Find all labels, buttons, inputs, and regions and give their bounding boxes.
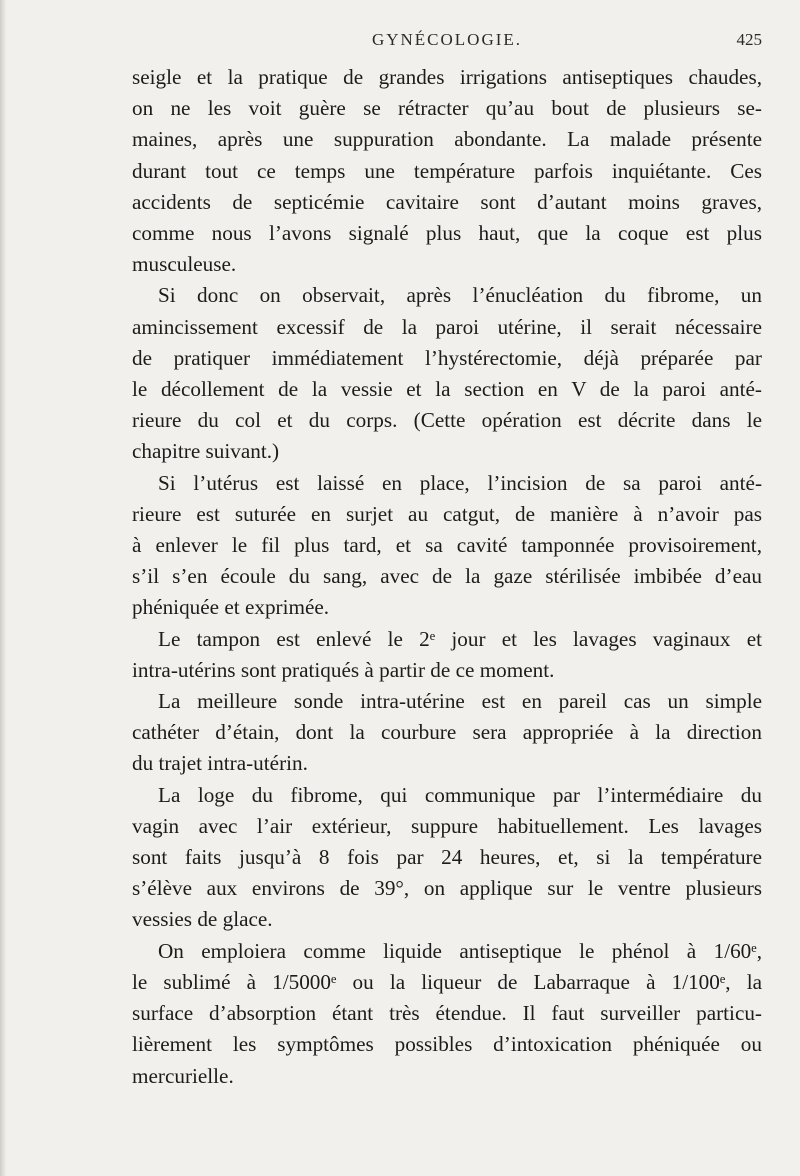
paragraph bbox=[132, 936, 762, 1092]
text-line: seigle et la pratique de grandes irrigations antiseptiques chaudes, bbox=[132, 65, 762, 89]
text-line: s’élève aux environs de 39°, on applique sur le ventre plusieurs bbox=[132, 876, 762, 901]
paragraph bbox=[132, 624, 762, 686]
text-line: comme nous l’avons signalé plus haut, que la coque est plus bbox=[132, 221, 762, 246]
text-line: La loge du fibrome, qui communique par l’intermédiaire du bbox=[158, 782, 762, 807]
text-line: Si l’utérus est laissé en place, l’incision de sa paroi anté- bbox=[158, 470, 762, 495]
paragraph bbox=[132, 686, 762, 780]
text-line: surface d’absorption étant très étendue. Il faut surveiller particu- bbox=[132, 1001, 762, 1026]
text-line: La meilleure sonde intra-utérine est en pareil cas un simple bbox=[158, 689, 762, 714]
text-line: lièrement les symptômes possibles d’intoxication phéniquée ou bbox=[132, 1032, 762, 1057]
text-line: musculeuse. bbox=[132, 252, 237, 277]
text-line: à enlever le fil plus tard, et sa cavité tamponnée provisoirement, bbox=[132, 533, 762, 558]
text-line: s’il s’en écoule du sang, avec de la gaze stérilisée imbibée d’eau bbox=[132, 564, 762, 589]
text-line: rieure est suturée en surjet au catgut, de manière à n’avoir pas bbox=[132, 501, 762, 526]
text-line: le décollement de la vessie et la section en V de la paroi anté- bbox=[132, 377, 762, 402]
paragraph bbox=[132, 780, 762, 936]
text-line: cathéter d’étain, dont la courbure sera appropriée à la direction bbox=[132, 720, 762, 745]
text-line: amincissement excessif de la paroi utérine, il serait nécessaire bbox=[132, 314, 762, 339]
text-line: mercurielle. bbox=[132, 1063, 234, 1088]
text-line: du trajet intra-utérin. bbox=[132, 751, 308, 776]
text-line: Le tampon est enlevé le 2ᵉ jour et les lavages vaginaux et bbox=[158, 626, 762, 651]
text-line: chapitre suivant.) bbox=[132, 439, 280, 464]
text-line: On emploiera comme liquide antiseptique le phénol à 1/60ᵉ, bbox=[158, 938, 762, 963]
text-line: intra-utérins sont pratiqués à partir de ce moment. bbox=[132, 657, 555, 682]
text-line: vagin avec l’air extérieur, suppure habituellement. Les lavages bbox=[132, 813, 762, 838]
page-number: 425 bbox=[736, 30, 762, 49]
text-line: vessies de glace. bbox=[132, 907, 273, 932]
text-line: sont faits jusqu’à 8 fois par 24 heures, et, si la température bbox=[132, 845, 762, 870]
page-edge bbox=[0, 0, 6, 1176]
running-title: GYNÉCOLOGIE. bbox=[371, 30, 523, 49]
text-line: Si donc on observait, après l’énucléation du fibrome, un bbox=[158, 283, 762, 308]
text-line: rieure du col et du corps. (Cette opération est décrite dans le bbox=[132, 408, 762, 433]
paragraph bbox=[132, 280, 762, 467]
text-line: durant tout ce temps une température parfois inquiétante. Ces bbox=[132, 158, 762, 183]
paragraph bbox=[132, 468, 762, 624]
text-line: on ne les voit guère se rétracter qu’au bout de plusieurs se- bbox=[132, 96, 762, 121]
text-line: de pratiquer immédiatement l’hystérectomie, déjà préparée par bbox=[132, 345, 762, 370]
text-line: maines, après une suppuration abondante. La malade présente bbox=[132, 127, 762, 152]
paragraph bbox=[132, 62, 762, 280]
text-line: le sublimé à 1/5000ᵉ ou la liqueur de Labarraque à 1/100ᵉ, la bbox=[132, 969, 762, 994]
running-head bbox=[132, 30, 762, 56]
text-line: accidents de septicémie cavitaire sont d’autant moins graves, bbox=[132, 189, 762, 214]
body-text bbox=[132, 62, 762, 1092]
text-line: phéniquée et exprimée. bbox=[132, 595, 330, 620]
